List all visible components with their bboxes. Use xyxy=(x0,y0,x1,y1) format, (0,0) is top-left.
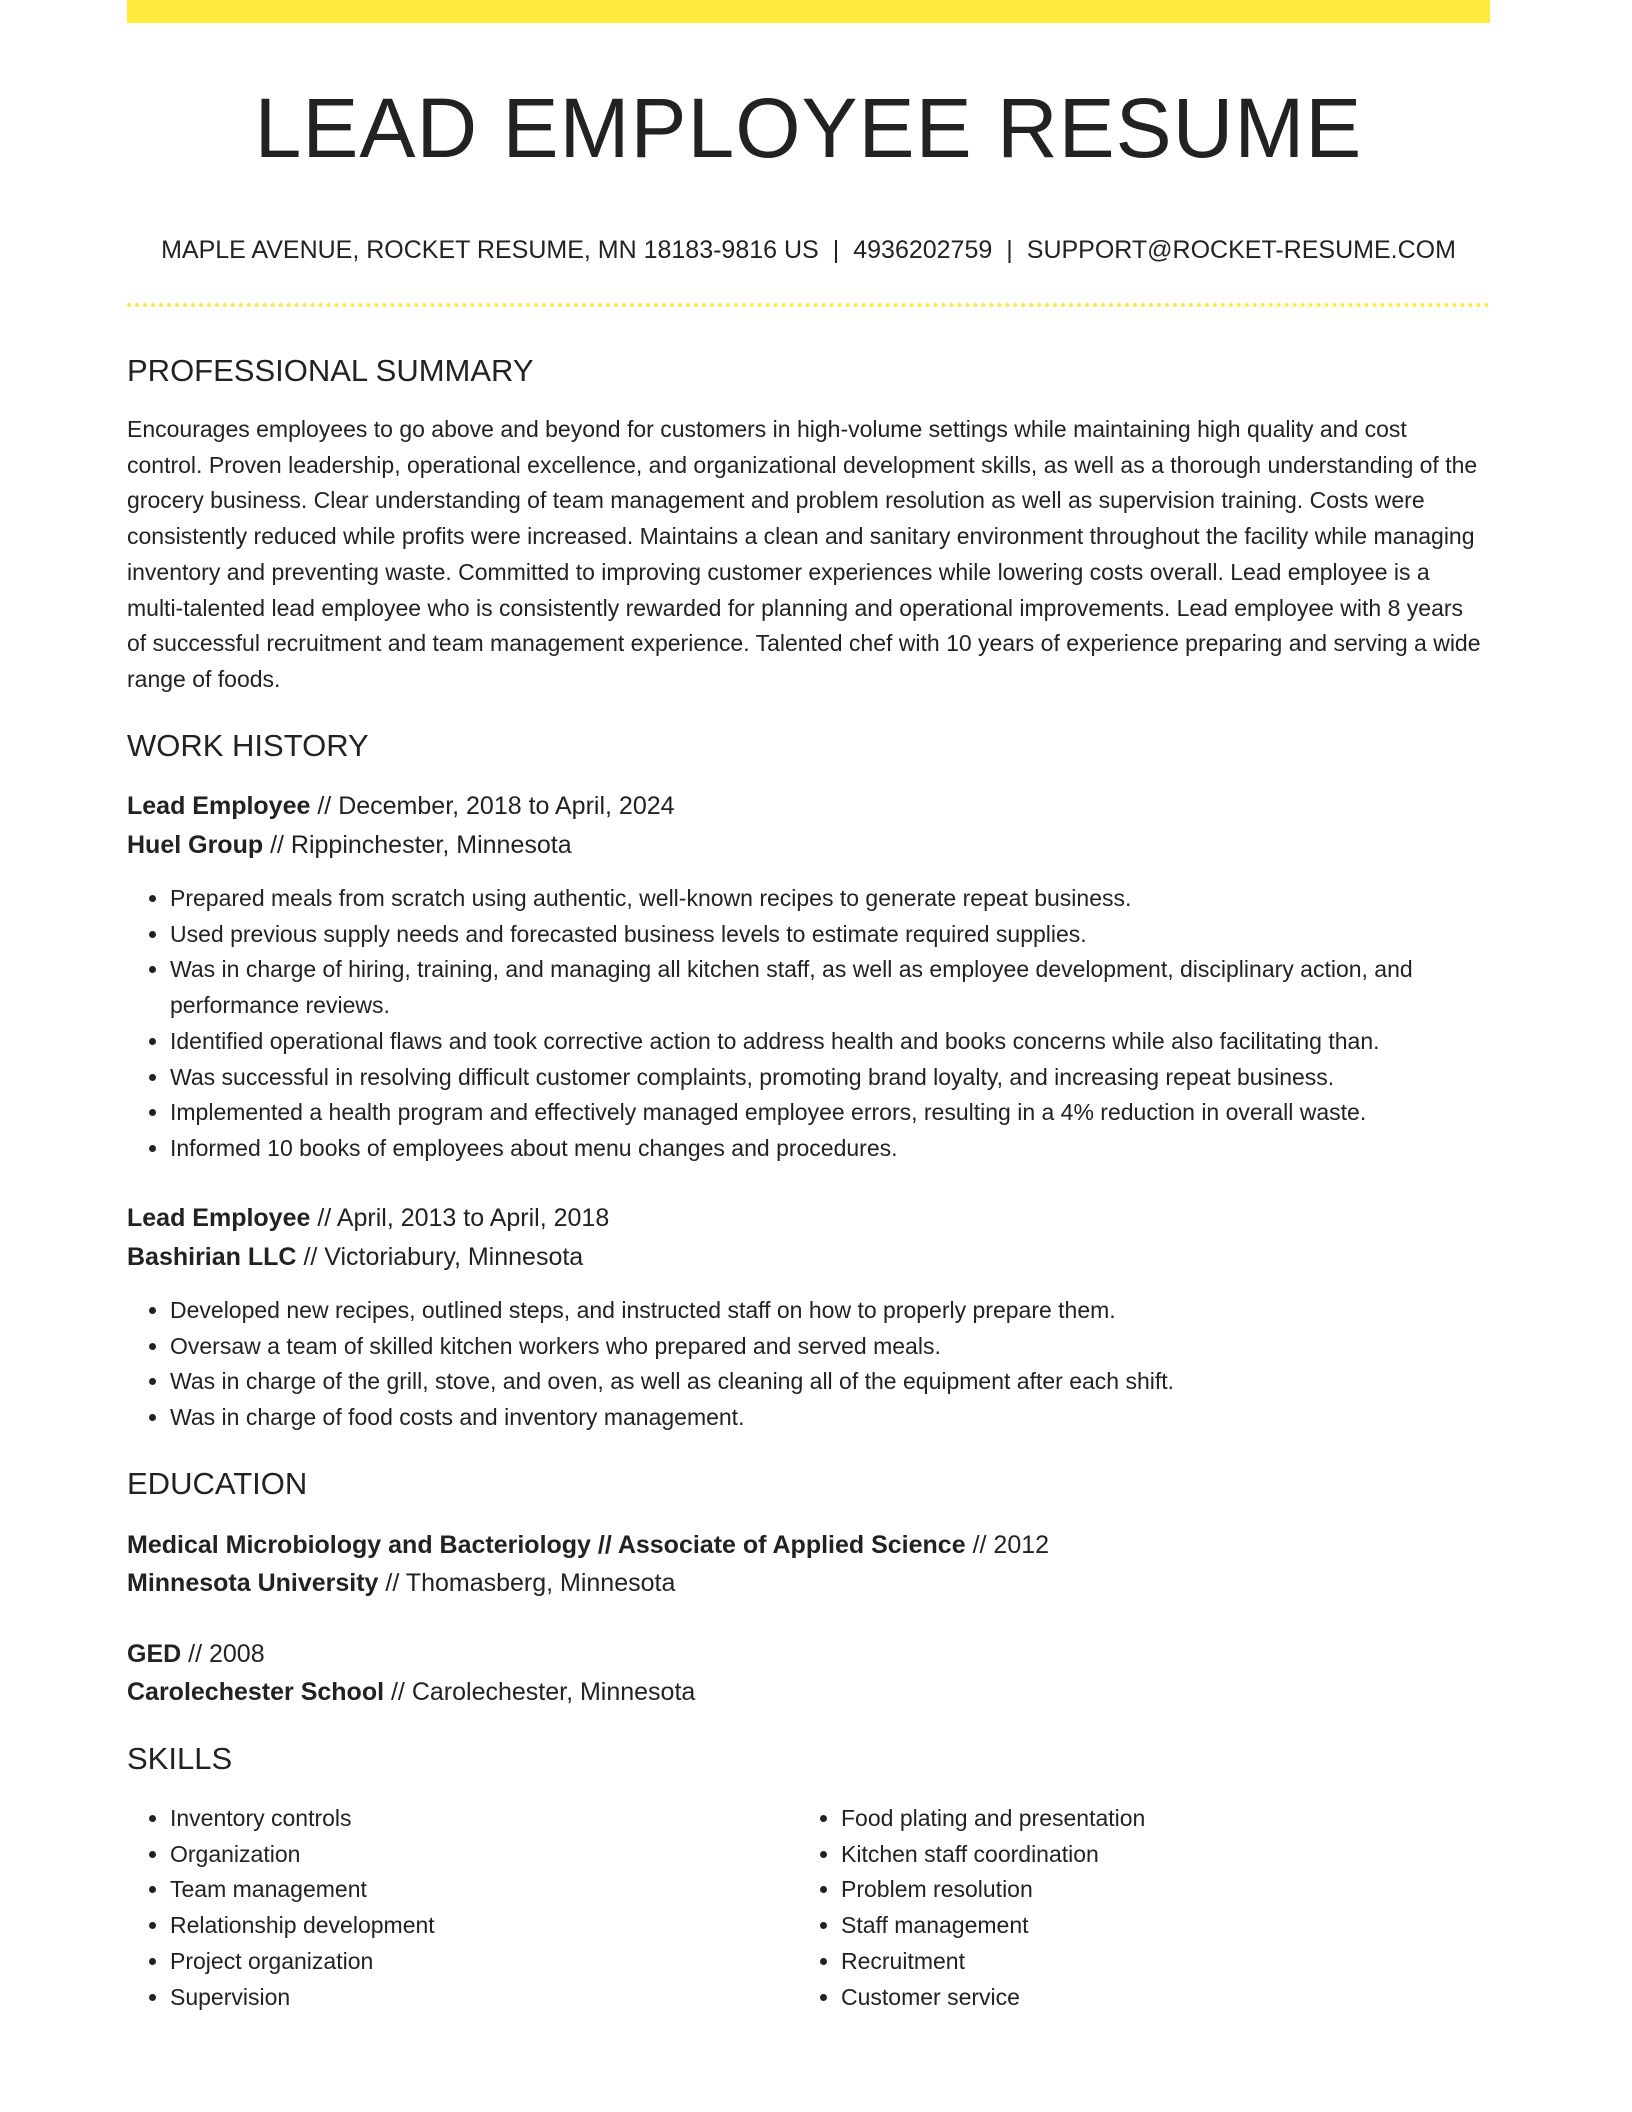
list-item: • Developed new recipes, outlined steps, and instructed staff on how to properly prepare them. xyxy=(170,1293,1490,1329)
header-divider xyxy=(127,303,1490,307)
summary-text: Encourages employees to go above and beyond for customers in high-volume settings while maintaining high quality and cost control. Proven leadership, operational excellence, and organizational development skills, as well as a thorough understanding of the grocery business. Clear understanding of team management and problem resolution as well as supervision training. Costs were consistently reduced while profits were increased. Maintains a clean and sanitary environment throughout the facility while managing inventory and preventing waste. Committed to improving customer experiences while lowering costs overall. Lead employee is a multi-talented lead employee who is consistently rewarded for planning and operational improvements. Lead employee with 8 years of successful recruitment and team management experience. Talented chef with 10 years of experience preparing and serving a wide range of foods. xyxy=(127,416,1481,692)
skill-item: • Supervision xyxy=(170,1980,770,2016)
skill-item: • Kitchen staff coordination xyxy=(841,1837,1441,1873)
job-title-line xyxy=(127,787,675,825)
education-degree-line xyxy=(127,1526,1049,1564)
list-item: • Identified operational flaws and took corrective action to address health and books concerns while also facilitating than. xyxy=(170,1024,1490,1060)
contact-separator: | xyxy=(1006,236,1013,264)
contact-separator: | xyxy=(832,236,840,264)
contact-phone: 4936202759 xyxy=(853,236,993,264)
list-item: • Was in charge of food costs and inventory management. xyxy=(170,1400,1490,1436)
education-location: // Carolechester, Minnesota xyxy=(390,1678,696,1706)
education-school-line xyxy=(127,1564,675,1602)
job-location: // Victoriabury, Minnesota xyxy=(303,1243,584,1271)
list-item: • Implemented a health program and effectively managed employee errors, resulting in a 4% reduction in overall waste. xyxy=(170,1095,1490,1131)
list-item: • Used previous supply needs and forecasted business levels to estimate required supplies. xyxy=(170,917,1490,953)
skill-item: • Relationship development xyxy=(170,1908,770,1944)
education-location: // Thomasberg, Minnesota xyxy=(385,1569,676,1597)
job-title: Lead Employee xyxy=(127,792,311,820)
skill-item: • Food plating and presentation xyxy=(841,1801,1441,1837)
education-school-line xyxy=(127,1673,695,1711)
top-accent-bar xyxy=(127,0,1490,23)
education-year: // 2012 xyxy=(972,1531,1050,1559)
skill-item: • Recruitment xyxy=(841,1944,1441,1980)
skill-item: • Team management xyxy=(170,1872,770,1908)
education-degree: GED xyxy=(127,1640,182,1668)
job-dates: // April, 2013 to April, 2018 xyxy=(317,1204,610,1232)
job-bullets xyxy=(127,881,1490,1167)
education-school: Carolechester School xyxy=(127,1678,385,1706)
skill-item: • Customer service xyxy=(841,1980,1441,2016)
education-degree: Medical Microbiology and Bacteriology // Associate of Applied Science xyxy=(127,1531,966,1559)
job-company: Huel Group xyxy=(127,831,264,859)
job-dates: // December, 2018 to April, 2024 xyxy=(317,792,675,820)
job-company: Bashirian LLC xyxy=(127,1243,297,1271)
contact-email: SUPPORT@ROCKET-RESUME.COM xyxy=(1026,236,1456,264)
job-title: Lead Employee xyxy=(127,1204,311,1232)
work-history-heading: WORK HISTORY xyxy=(127,728,369,763)
job-title-line xyxy=(127,1199,609,1237)
education-school: Minnesota University xyxy=(127,1569,379,1597)
summary-heading: PROFESSIONAL SUMMARY xyxy=(127,353,534,388)
list-item: • Was successful in resolving difficult customer complaints, promoting brand loyalty, and increasing repeat business. xyxy=(170,1060,1490,1096)
skills-list-left xyxy=(127,1801,770,2015)
job-company-line xyxy=(127,1238,583,1276)
education-heading: EDUCATION xyxy=(127,1466,308,1501)
contact-line xyxy=(127,236,1490,265)
list-item: • Was in charge of the grill, stove, and oven, as well as cleaning all of the equipment after each shift. xyxy=(170,1364,1490,1400)
job-company-line xyxy=(127,826,572,864)
skill-item: • Problem resolution xyxy=(841,1872,1441,1908)
education-year: // 2008 xyxy=(188,1640,265,1668)
contact-address: MAPLE AVENUE, ROCKET RESUME, MN 18183-9816 US xyxy=(161,236,819,264)
skills-heading: SKILLS xyxy=(127,1741,233,1776)
skill-item: • Project organization xyxy=(170,1944,770,1980)
skill-item: • Organization xyxy=(170,1837,770,1873)
resume-title: LEAD EMPLOYEE RESUME xyxy=(254,81,1363,175)
job-bullets xyxy=(127,1293,1490,1436)
list-item: • Prepared meals from scratch using authentic, well-known recipes to generate repeat business. xyxy=(170,881,1490,917)
list-item: • Oversaw a team of skilled kitchen workers who prepared and served meals. xyxy=(170,1329,1490,1365)
education-degree-line xyxy=(127,1635,265,1673)
skill-item: • Inventory controls xyxy=(170,1801,770,1837)
skills-list-right xyxy=(798,1801,1441,2015)
list-item: • Was in charge of hiring, training, and managing all kitchen staff, as well as employee development, disciplinary action, and performance reviews. xyxy=(170,952,1490,1023)
list-item: • Informed 10 books of employees about menu changes and procedures. xyxy=(170,1131,1490,1167)
skill-item: • Staff management xyxy=(841,1908,1441,1944)
job-location: // Rippinchester, Minnesota xyxy=(270,831,572,859)
